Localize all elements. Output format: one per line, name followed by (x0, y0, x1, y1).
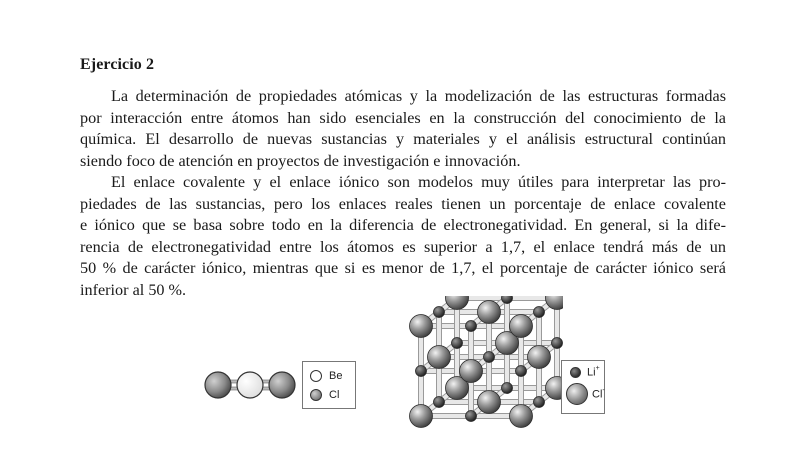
licl-crystal-lattice (383, 296, 563, 450)
chlorine-atom (269, 372, 295, 398)
text-line: rencia de electronegatividad entre los átomos es superior a 1,7, el enlace tendrá más de un (80, 237, 726, 256)
legend-label: Be (329, 370, 343, 382)
gray-sphere-icon (310, 389, 322, 401)
licl-legend (561, 360, 605, 414)
large-gray-sphere-icon (566, 383, 588, 405)
becl2-legend (302, 361, 356, 409)
legend-label: Cl (329, 389, 340, 401)
text-line: por interacción entre átomos han sido esenciales en la construcción del conocimiento de la (80, 108, 726, 127)
exercise-text (80, 86, 726, 301)
chloride-ion (478, 391, 501, 414)
lithium-ion (516, 366, 527, 377)
text-line: 50 % de carácter iónico, mientras que si es menor de 1,7, el porcentaje de carácter iónico será (80, 259, 726, 277)
small-dark-sphere-icon (570, 367, 581, 378)
text-line: e iónico que se basa sobre todo en la diferencia de electronegatividad. En general, si la dife- (80, 216, 726, 234)
text-line: siendo foco de atención en proyectos de investigación e innovación. (80, 151, 521, 170)
lithium-ion (534, 307, 545, 318)
text-line: piedades de las sustancias, pero los enlaces reales tienen un porcentaje de enlace covalente (80, 194, 726, 213)
legend-label: Cl (592, 388, 603, 401)
text-line: La determinación de propiedades atómicas y la modelización de las estructuras formadas (111, 87, 726, 105)
lithium-ion (502, 383, 513, 394)
white-sphere-icon (310, 370, 322, 382)
lithium-ion (434, 397, 445, 408)
chloride-ion (528, 346, 551, 369)
chloride-ion (428, 346, 451, 369)
lithium-ion (552, 338, 563, 349)
lithium-ion (502, 296, 513, 304)
chloride-ion (510, 405, 533, 428)
text-line: El enlace covalente y el enlace iónico son modelos muy útiles para interpretar las pro- (111, 173, 726, 191)
lithium-ion (484, 352, 495, 363)
lithium-ion (434, 307, 445, 318)
charge-label: - (602, 386, 605, 394)
charge-label: + (595, 365, 600, 372)
lithium-ion (416, 366, 427, 377)
chloride-ion (460, 360, 483, 383)
chloride-ion (410, 405, 433, 428)
exercise-heading: Ejercicio 2 (80, 56, 155, 73)
legend-item-cl (310, 389, 339, 401)
legend-item-li (570, 366, 600, 379)
lithium-ion (466, 321, 477, 332)
chloride-ion (510, 315, 533, 338)
lithium-ion (452, 338, 463, 349)
legend-item-cl (566, 383, 605, 405)
becl2-molecule-diagram (200, 360, 300, 410)
legend-label: Li (587, 366, 596, 379)
chlorine-atom (205, 372, 231, 398)
lithium-ion (534, 397, 545, 408)
text-line: química. El desarrollo de nuevas sustancias y materiales y el análisis estructural continúan (80, 130, 726, 148)
text-line: inferior al 50 %. (80, 280, 187, 299)
chloride-ion (410, 315, 433, 338)
chloride-ion (478, 301, 501, 324)
lithium-ion (466, 411, 477, 422)
beryllium-atom (237, 372, 263, 398)
legend-item-be (310, 370, 342, 382)
